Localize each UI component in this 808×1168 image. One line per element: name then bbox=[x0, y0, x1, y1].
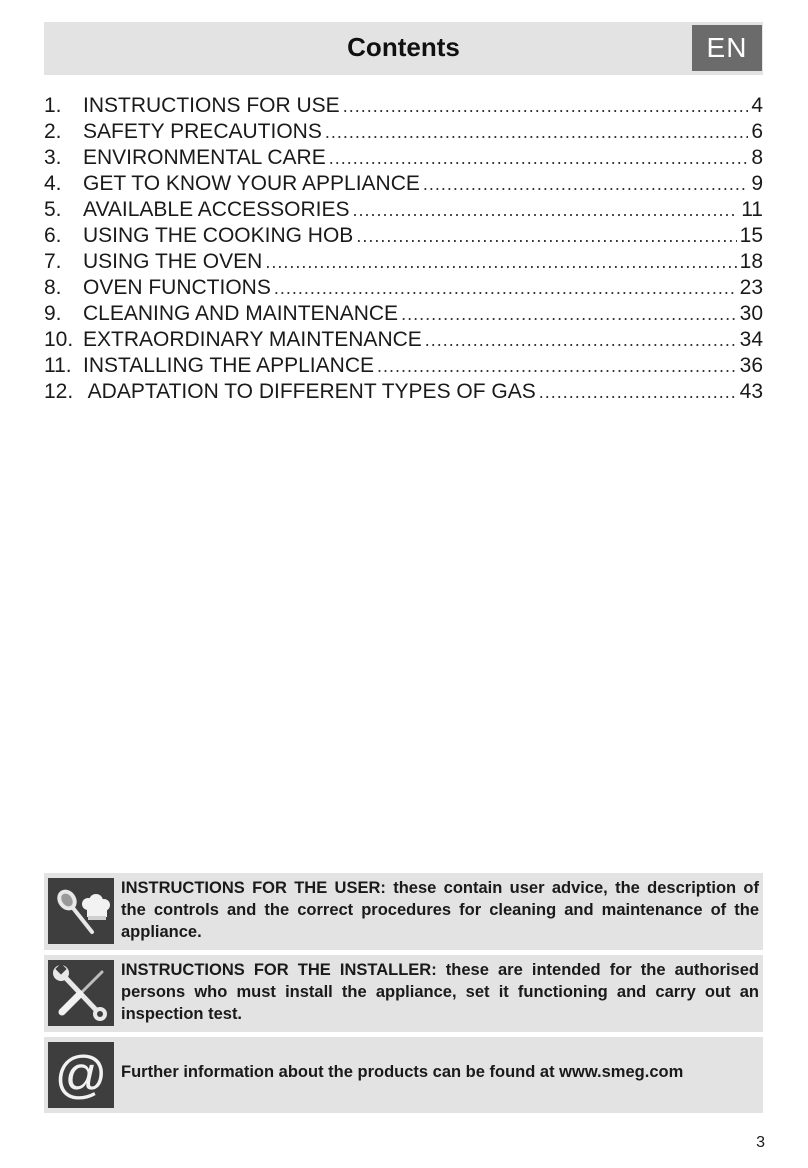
toc-title: USING THE OVEN bbox=[83, 250, 263, 273]
toc-number: 1. bbox=[44, 94, 62, 117]
toc-entry bbox=[44, 119, 763, 145]
toc-entry bbox=[44, 223, 763, 249]
toc-number: 12. bbox=[44, 380, 74, 403]
toc-page-number: 11 bbox=[741, 198, 763, 221]
toc-entry bbox=[44, 171, 763, 197]
web-info-box bbox=[44, 1037, 763, 1113]
toc-leader-dots bbox=[353, 197, 739, 223]
toc-number: 8. bbox=[44, 276, 62, 299]
toc-leader-dots bbox=[356, 223, 736, 249]
installer-instructions-box bbox=[44, 955, 763, 1032]
toc-number: 2. bbox=[44, 120, 62, 143]
toc-leader-dots bbox=[425, 327, 737, 353]
toc-number: 4. bbox=[44, 172, 62, 195]
toc-number: 9. bbox=[44, 302, 62, 325]
toc-title: AVAILABLE ACCESSORIES bbox=[83, 198, 350, 221]
toc-title: OVEN FUNCTIONS bbox=[83, 276, 271, 299]
toc-leader-dots bbox=[377, 353, 737, 379]
toc-title: ADAPTATION TO DIFFERENT TYPES OF GAS bbox=[83, 380, 536, 403]
toc-leader-dots bbox=[539, 379, 737, 405]
contents-header bbox=[44, 22, 763, 75]
toc-page-number: 9 bbox=[751, 172, 763, 195]
toc-title: CLEANING AND MAINTENANCE bbox=[83, 302, 399, 325]
toc-title: ENVIRONMENTAL CARE bbox=[83, 146, 326, 169]
toc-title: INSTALLING THE APPLIANCE bbox=[83, 354, 374, 377]
toc-title: USING THE COOKING HOB bbox=[83, 224, 354, 247]
user-instructions-text: INSTRUCTIONS FOR THE USER: these contain user advice, the description of the controls and the correct procedures for cleaning and maintenance of the appliance. bbox=[121, 879, 759, 941]
toc-number: 11. bbox=[44, 354, 72, 377]
toc-entry bbox=[44, 301, 763, 327]
toc-leader-dots bbox=[343, 93, 749, 119]
tools-icon bbox=[48, 960, 114, 1026]
toc-page-number: 8 bbox=[751, 146, 763, 169]
toc-title: INSTRUCTIONS FOR USE bbox=[83, 94, 340, 117]
chef-spoon-icon bbox=[48, 878, 114, 944]
toc-entry bbox=[44, 275, 763, 301]
toc-leader-dots bbox=[329, 145, 749, 171]
toc-entry bbox=[44, 93, 763, 119]
toc-leader-dots bbox=[265, 249, 736, 275]
page-number: 3 bbox=[756, 1134, 765, 1151]
language-badge: EN bbox=[692, 25, 762, 71]
toc-page-number: 43 bbox=[739, 380, 763, 403]
toc-number: 6. bbox=[44, 224, 62, 247]
toc-page-number: 34 bbox=[739, 328, 763, 351]
table-of-contents bbox=[44, 93, 763, 405]
at-sign-icon bbox=[48, 1042, 114, 1108]
toc-title: EXTRAORDINARY MAINTENANCE bbox=[83, 328, 422, 351]
toc-entry bbox=[44, 327, 763, 353]
toc-leader-dots bbox=[274, 275, 737, 301]
toc-entry bbox=[44, 353, 763, 379]
toc-leader-dots bbox=[325, 119, 748, 145]
toc-entry bbox=[44, 197, 763, 223]
web-info-text: Further information about the products can be found at www.smeg.com bbox=[121, 1063, 684, 1081]
toc-number: 7. bbox=[44, 250, 62, 273]
toc-title: SAFETY PRECAUTIONS bbox=[83, 120, 322, 143]
toc-page-number: 23 bbox=[739, 276, 763, 299]
toc-title: GET TO KNOW YOUR APPLIANCE bbox=[83, 172, 420, 195]
toc-entry bbox=[44, 145, 763, 171]
toc-page-number: 15 bbox=[739, 224, 763, 247]
toc-number: 10. bbox=[44, 328, 74, 351]
toc-leader-dots bbox=[423, 171, 748, 197]
toc-entry bbox=[44, 249, 763, 275]
toc-page-number: 36 bbox=[739, 354, 763, 377]
user-instructions-box bbox=[44, 873, 763, 950]
toc-page-number: 18 bbox=[739, 250, 763, 273]
toc-leader-dots bbox=[401, 301, 737, 327]
installer-instructions-text: INSTRUCTIONS FOR THE INSTALLER: these are intended for the authorised persons who must install the appliance, set it functioning and carry out an inspection test. bbox=[121, 961, 759, 1023]
toc-number: 3. bbox=[44, 146, 62, 169]
toc-page-number: 6 bbox=[751, 120, 763, 143]
svg-text:@: @ bbox=[54, 1046, 108, 1104]
toc-page-number: 4 bbox=[751, 94, 763, 117]
toc-entry bbox=[44, 379, 763, 405]
toc-page-number: 30 bbox=[739, 302, 763, 325]
page-title: Contents bbox=[347, 32, 460, 62]
toc-number: 5. bbox=[44, 198, 62, 221]
